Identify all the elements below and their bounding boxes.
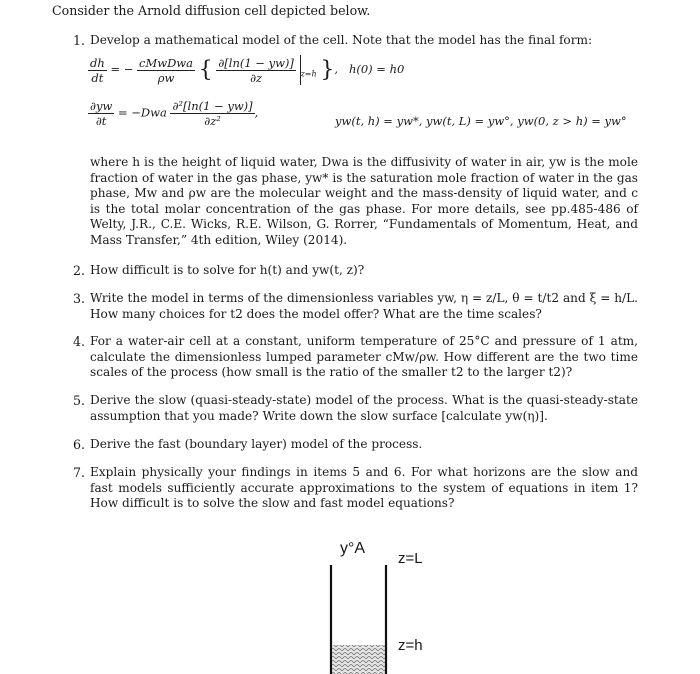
mole-fraction-label: y°A <box>340 540 366 557</box>
item-number: 7. <box>73 465 86 480</box>
intro-line: Consider the Arnold diffusion cell depicted below. <box>52 3 371 18</box>
item-number: 3. <box>73 291 86 306</box>
equation-height: $\frac{dh}{dt}$ = − $\frac{\text{cMwDwa}}{\rho w}$ { $\frac{\partial[\ln(1 - yw)]}{\partial z}$ $_{z=h}$ }, h(0) = h0 <box>90 55 405 85</box>
item-text: Write the model in terms of the dimensionless variables yw, η = z/L, θ = t/t2 and ξ = h/L. How many choices for t2 does the model offer? What are the time scales? <box>90 291 638 321</box>
liquid-water <box>332 645 385 674</box>
boundary-conditions: yw(t, h) = yw*, yw(t, L) = yw°, yw(0, z > h) = yw° <box>335 114 627 128</box>
liquid-water-shade <box>332 645 385 674</box>
liquid-level-label: z=h <box>398 637 423 654</box>
equation-diffusion: $\frac{\partial yw}{\partial t}$ = −Dwa $\frac{\text{∂²[ln(1 − yw)]}}{\text{∂z²}}$ , <box>90 99 259 128</box>
item-text: For a water-air cell at a constant, uniform temperature of 25°C and pressure of 1 atm, calculate the dimensionless lumped parameter cMw/ρw. How different are the two time scales of the process (how small is the ratio of the smaller t2 to the larger t2)? <box>90 334 638 380</box>
item-text: Derive the slow (quasi-steady-state) model of the process. What is the quasi-steady-state assumption that you made? Write down the slow surface [calculate yw(η)]. <box>90 393 638 423</box>
item-text: Develop a mathematical model of the cell. Note that the model has the final form: <box>90 33 593 47</box>
item-text: How difficult is to solve for h(t) and yw(t, z)? <box>90 263 365 277</box>
item-number: 2. <box>73 263 86 278</box>
item-number: 5. <box>73 393 86 408</box>
item-text: Explain physically your findings in items 5 and 6. For what horizons are the slow and fast models sufficiently accurate approximations to the system of equations in item 1? How difficult is to solve the slow and fast model equations? <box>90 465 638 511</box>
item-number: 4. <box>73 334 86 349</box>
where-paragraph: where h is the height of liquid water, Dwa is the diffusivity of water in air, yw is the mole fraction of water in the gas phase, yw* is the saturation mole fraction of water in the gas phase, Mw and ρw are the molecular weight and the mass-density of liquid water, and c is the total molar concentration of the gas phase. For more details, see pp.485-486 of Welty, J.R., C.E. Wicks, R.E. Wilson, G. Rorrer, “Fundamentals of Momentum, Heat, and Mass Transfer,” 4th edition, Wiley (2014). <box>90 155 638 247</box>
item-number: 6. <box>73 437 86 452</box>
top-boundary-label: z=L <box>398 550 423 567</box>
item-text: Derive the fast (boundary layer) model of the process. <box>90 437 423 451</box>
item-number: 1. <box>73 33 86 48</box>
